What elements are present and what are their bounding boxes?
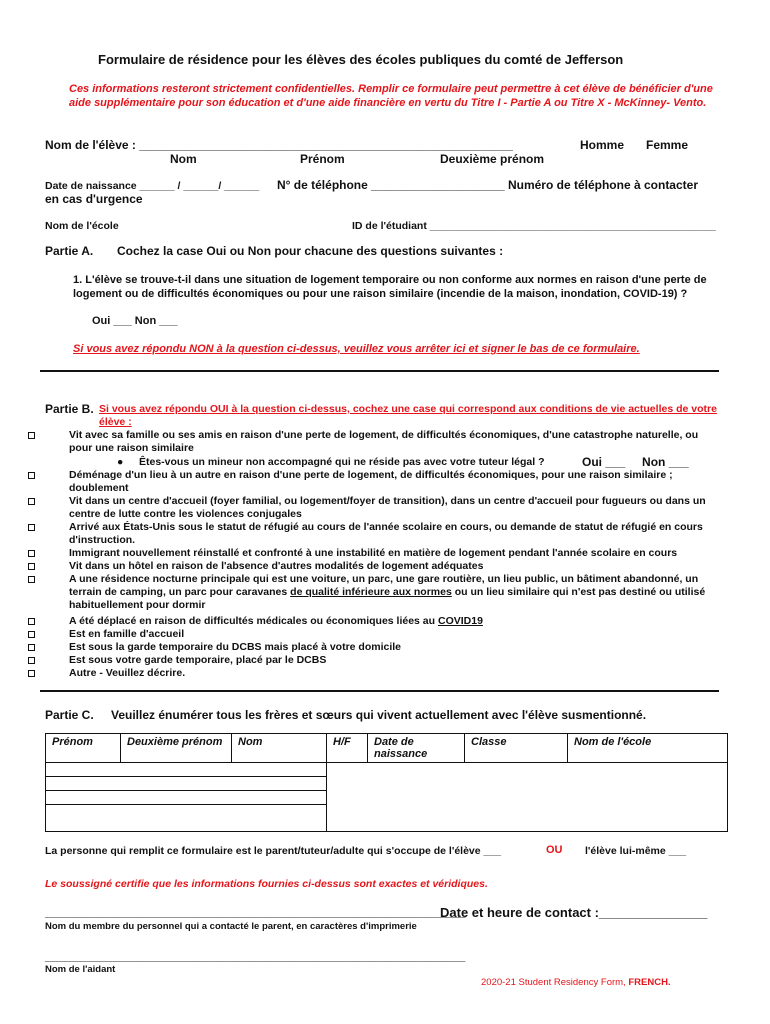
part-a-label: Partie A. [45, 244, 94, 258]
filler-parent-option[interactable]: La personne qui remplit ce formulaire est le parent/tuteur/adulte qui s'occupe de l'élève ___ [45, 845, 502, 857]
checkbox[interactable] [28, 644, 35, 651]
part-b-instruction: Si vous avez répondu OUI à la question ci-dessus, cochez une case qui correspond aux conditions de vie actuelles de votre élève : [99, 403, 717, 428]
checkbox[interactable] [28, 670, 35, 677]
middle-name-caption: Deuxième prénom [440, 152, 545, 166]
table-cell[interactable] [46, 805, 327, 832]
checkbox[interactable] [28, 472, 35, 479]
table-cell[interactable] [46, 777, 327, 791]
birth-date-field[interactable]: Date de naissance ______ / ______/ ______ [45, 180, 260, 192]
section-divider [40, 370, 719, 372]
col-gender: H/F [327, 734, 368, 763]
checkbox[interactable] [28, 618, 35, 625]
col-birth-date: Date de naissance [368, 734, 465, 763]
footer-text: 2020-21 Student Residency Form, [481, 977, 626, 988]
part-b-label: Partie B. [45, 402, 94, 416]
table-cell[interactable] [327, 763, 728, 777]
student-id-field[interactable]: ID de l'étudiant _________________________________________________ [352, 220, 716, 232]
checkbox[interactable] [28, 432, 35, 439]
housing-question: 1. L'élève se trouve-t-il dans une situation de logement temporaire ou non conforme aux normes en raison d'une perte de logement ou de difficultés économiques ou pour une raison similaire (incendie de la maison, inondation, COVID-19) ? [73, 274, 707, 300]
student-name-field[interactable]: Nom de l'élève : ________________________________________________________ [45, 138, 513, 152]
unaccompanied-minor-question: Êtes-vous un mineur non accompagné qui ne réside pas avec votre tuteur légal ? [139, 456, 545, 468]
emergency-caption: en cas d'urgence [45, 192, 143, 206]
table-row[interactable] [46, 763, 728, 777]
table-row[interactable] [46, 805, 728, 832]
condition-item-7 [69, 573, 724, 612]
part-c-label: Partie C. [45, 708, 94, 722]
aide-name-line[interactable]: _______________________________________________________________ [45, 949, 466, 963]
condition-item-7-text: A une résidence nocturne principale qui est une voiture, un parc, une gare routière, un lieu public, un bâtiment abandonné, un terrain de camping, un parc pour caravanes [69, 573, 699, 598]
siblings-table [45, 733, 728, 832]
condition-item-4: Arrivé aux États-Unis sous le statut de réfugié au cours de l'année scolaire en cours, ou demande de statut de réfugié en cours d'instruction. [69, 521, 703, 546]
filler-student-option[interactable]: l'élève lui-même ___ [585, 845, 687, 857]
first-name-caption: Prénom [300, 152, 345, 166]
contact-datetime-field[interactable]: Date et heure de contact :_______________ [440, 905, 708, 920]
table-cell[interactable] [46, 763, 327, 777]
form-footer [481, 977, 671, 988]
condition-item-6: Vit dans un hôtel en raison de l'absence d'autres modalités de logement adéquates [69, 560, 484, 572]
page-title: Formulaire de résidence pour les élèves des écoles publiques du comté de Jefferson [98, 52, 624, 67]
condition-item-10: Est sous la garde temporaire du DCBS mais placé à votre domicile [69, 641, 402, 653]
condition-item-1: Vit avec sa famille ou ses amis en raison d'une perte de logement, de difficultés économiques, d'une catastrophe naturelle, ou pour une raison similaire [69, 429, 699, 454]
housing-question-answer[interactable]: Oui ___ Non ___ [92, 315, 178, 327]
condition-item-2: Déménage d'un lieu à un autre en raison d'une perte de logement, de difficultés économiques, pour une raison similaire ; doublement [69, 469, 673, 494]
checkbox[interactable] [28, 576, 35, 583]
condition-item-3: Vit dans un centre d'accueil (foyer familial, ou logement/foyer de transition), dans un centre d'accueil pour fugueurs ou dans un centre de lutte contre les violences conjugales [69, 495, 706, 520]
checkbox[interactable] [28, 550, 35, 557]
checkbox[interactable] [28, 498, 35, 505]
col-school-name: Nom de l'école [568, 734, 728, 763]
phone-field[interactable]: N° de téléphone ____________________ Numéro de téléphone à contacter [277, 178, 698, 192]
condition-item-12: Autre - Veuillez décrire. [69, 667, 186, 679]
footer-language: FRENCH. [628, 977, 671, 988]
col-middle-name: Deuxième prénom [121, 734, 232, 763]
gender-male-option[interactable]: Homme [580, 138, 625, 152]
checkbox[interactable] [28, 631, 35, 638]
stop-note: Si vous avez répondu NON à la question ci-dessus, veuillez vous arrêter ici et signer le bas de ce formulaire. [73, 343, 640, 355]
aide-name-caption: Nom de l'aidant [45, 964, 116, 975]
bullet-minor: ● [117, 456, 124, 468]
condition-item-8-text: A été déplacé en raison de difficultés médicales ou économiques liées au [69, 615, 436, 627]
unaccompanied-minor-answer[interactable]: Oui ___ Non ___ [582, 455, 689, 469]
certification-statement: Le soussigné certifie que les informations fournies ci-dessus sont exactes et véridiques. [45, 878, 488, 890]
staff-name-caption: Nom du membre du personnel qui a contacté le parent, en caractères d'imprimerie [45, 921, 417, 932]
gender-female-option[interactable]: Femme [646, 138, 689, 152]
table-cell[interactable] [327, 791, 728, 805]
condition-item-9: Est en famille d'accueil [69, 628, 185, 640]
part-a-instruction: Cochez la case Oui ou Non pour chacune des questions suivantes : [117, 244, 504, 258]
checkbox[interactable] [28, 563, 35, 570]
condition-item-11: Est sous votre garde temporaire, placé par le DCBS [69, 654, 327, 666]
checkbox[interactable] [28, 524, 35, 531]
col-grade: Classe [465, 734, 568, 763]
table-cell[interactable] [327, 777, 728, 791]
or-label: OU [546, 844, 563, 856]
col-last-name: Nom [232, 734, 327, 763]
condition-item-7-tail: ou un lieu similaire qui n'est pas destiné ou utilisé habituellement pour dormir [69, 586, 706, 611]
condition-item-8-underlined: COVID19 [438, 615, 483, 627]
checkbox[interactable] [28, 657, 35, 664]
condition-item-5: Immigrant nouvellement réinstallé et confronté à une instabilité en matière de logement pendant l'année scolaire en cours [69, 547, 678, 559]
table-cell[interactable] [327, 805, 728, 832]
condition-item-8 [69, 615, 724, 628]
school-name-field[interactable]: Nom de l'école [45, 220, 119, 232]
table-row[interactable] [46, 791, 728, 805]
section-divider [40, 690, 719, 692]
part-c-instruction: Veuillez énumérer tous les frères et sœurs qui vivent actuellement avec l'élève susmentionné. [111, 708, 647, 722]
confidentiality-notice: Ces informations resteront strictement confidentielles. Remplir ce formulaire peut permettre à cet élève de bénéficier d'une aide supplémentaire pour son éducation et d'une aide financière en vertu du Titre I - Partie A ou Titre X - McKinney- Vento. [69, 83, 713, 109]
last-name-caption: Nom [170, 152, 197, 166]
col-first-name: Prénom [46, 734, 121, 763]
table-row[interactable] [46, 777, 728, 791]
staff-name-line[interactable]: _______________________________________________________________ [45, 905, 466, 919]
table-cell[interactable] [46, 791, 327, 805]
condition-item-7-underlined: de qualité inférieure aux normes [290, 586, 452, 598]
